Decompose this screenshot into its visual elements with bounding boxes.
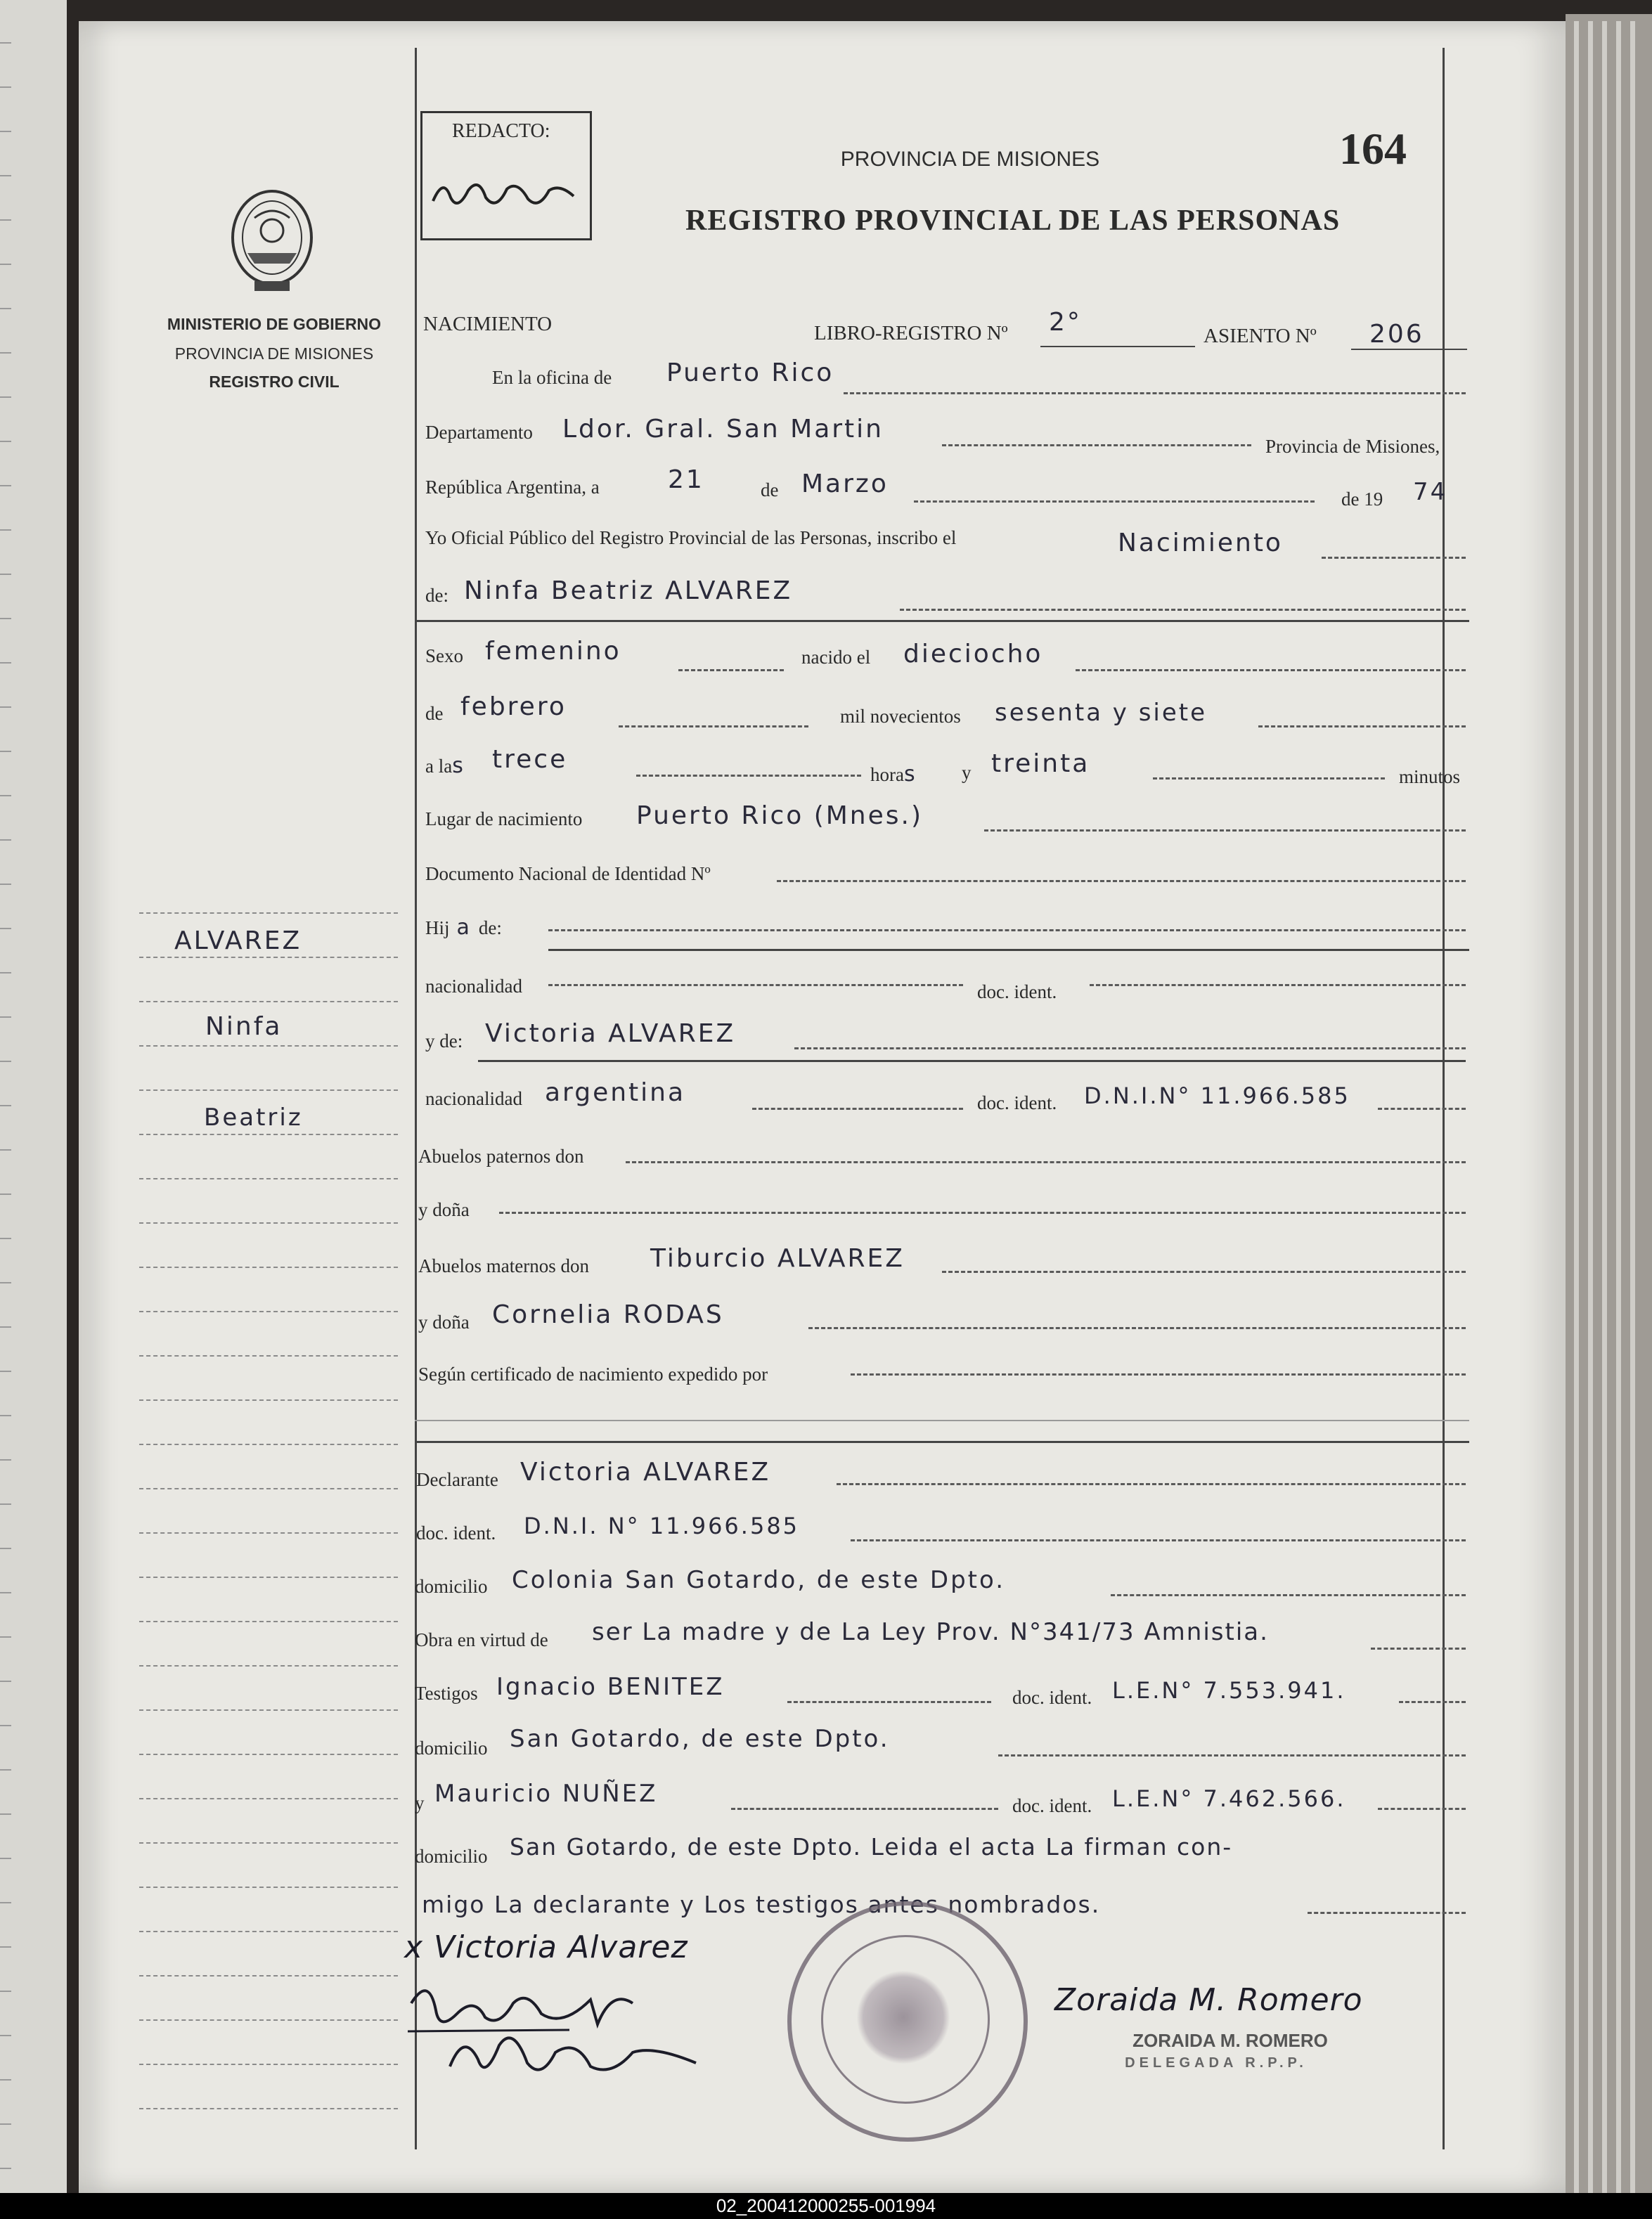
de-febrero-label: de [425, 703, 444, 724]
nacido-mes-value: febrero [460, 692, 567, 721]
margin-ruling-line [139, 1621, 398, 1622]
abuelos-paternos-label: Abuelos paternos don [418, 1146, 584, 1167]
madre-dots [794, 1047, 1466, 1049]
left-page-edge [0, 0, 67, 2207]
libro-value: 2° [1049, 308, 1082, 337]
anio-value: 74 [1413, 478, 1448, 506]
departamento-label: Departamento [425, 422, 533, 443]
abuelo-materno-dots [942, 1271, 1466, 1273]
nacido-label: nacido el [801, 647, 871, 668]
margin-ruling-line [139, 2108, 398, 2109]
declarante-label: Declarante [416, 1469, 498, 1490]
officer-role-stamp: DELEGADA R.P.P. [1125, 2055, 1308, 2071]
left-page-ruling-mark [0, 706, 11, 708]
declarante-doc-dots [851, 1539, 1466, 1541]
mil-novecientos-label: mil novecientos [840, 706, 961, 727]
margin-ruling-line [139, 1399, 398, 1401]
margin-ruling-line [139, 1931, 398, 1932]
y-de-label: y de: [425, 1030, 463, 1052]
left-page-ruling-mark [0, 972, 11, 973]
cierre-value: migo La declarante y Los testigos antes nombrados. [422, 1891, 1101, 1918]
de-mes-label: de [761, 479, 779, 500]
left-page-ruling-mark [0, 618, 11, 619]
left-page-ruling-mark [0, 1858, 11, 1859]
left-page-ruling-mark [0, 308, 11, 309]
obra-value: ser La madre y de La Ley Prov. N°341/73 Amnistia. [592, 1618, 1269, 1646]
left-page-ruling-mark [0, 662, 11, 664]
margin-ruling-line [139, 1178, 398, 1179]
fecha-dots [914, 500, 1315, 503]
oficina-label: En la oficina de [492, 367, 612, 388]
nacido-dia-value: dieciocho [903, 640, 1043, 668]
margin-ruling-line [139, 912, 398, 914]
declarante-domicilio-label: domicilio [415, 1576, 488, 1597]
republica-label: República Argentina, a [425, 477, 600, 498]
left-page-ruling-mark [0, 1548, 11, 1549]
declarante-domicilio-dots [1111, 1594, 1466, 1596]
margin-nombre-2: Beatriz [204, 1104, 303, 1132]
madre-doc-label: doc. ident. [977, 1092, 1057, 1113]
testigo2-dots [731, 1808, 998, 1810]
obra-label: Obra en virtud de [415, 1629, 548, 1650]
segun-label: Según certificado de nacimiento expedido por [418, 1364, 768, 1385]
madre-rule [478, 1060, 1466, 1062]
a-las-label: a las [425, 753, 463, 778]
nombre-value: Ninfa Beatriz ALVAREZ [464, 576, 793, 605]
asiento-value: 206 [1369, 320, 1424, 349]
obra-dots [1371, 1648, 1466, 1650]
margin-ruling-line [139, 1665, 398, 1667]
left-page-ruling-mark [0, 1371, 11, 1372]
margin-ruling-line [139, 1532, 398, 1534]
margin-ruling-line [139, 1887, 398, 1888]
registry-title: REGISTRO PROVINCIAL DE LAS PERSONAS [685, 205, 1341, 237]
segun-dots [851, 1373, 1466, 1376]
left-page-ruling-mark [0, 2079, 11, 2081]
left-page-ruling-mark [0, 131, 11, 132]
officer-handwritten-signature: Zoraida M. Romero [1054, 1982, 1363, 2018]
asiento-label: ASIENTO Nº [1203, 325, 1317, 347]
margin-rule [415, 48, 417, 2149]
acto-dots [1322, 557, 1466, 559]
left-page-ruling-mark [0, 1016, 11, 1018]
right-rule [1443, 48, 1445, 2149]
province-heading: PROVINCIA DE MISIONES [840, 148, 1100, 171]
record-type: NACIMIENTO [423, 313, 553, 335]
de-anio-label: de 19 [1341, 489, 1383, 510]
left-page-ruling-mark [0, 1813, 11, 1815]
left-page-ruling-mark [0, 1902, 11, 1903]
officer-name-stamp: ZORAIDA M. ROMERO [1132, 2030, 1328, 2051]
de-nombre-label: de: [425, 585, 449, 606]
anio-dots [1258, 725, 1466, 727]
nacido-anio-value: sesenta y siete [995, 699, 1208, 727]
left-page-ruling-mark [0, 1282, 11, 1283]
ministry-line-3: REGISTRO CIVIL [209, 373, 340, 391]
declarante-signature: x Victoria Alvarez [404, 1929, 688, 1965]
documento-label: Documento Nacional de Identidad Nº [425, 863, 711, 884]
testigo1-dots [787, 1701, 991, 1703]
testigo2-doc-dots [1378, 1808, 1466, 1810]
padre-doc-dots [1090, 984, 1466, 986]
padre-nacionalidad-label: nacionalidad [425, 976, 522, 997]
left-page-ruling-mark [0, 1991, 11, 1992]
left-page-ruling-mark [0, 1105, 11, 1106]
departamento-dots [942, 444, 1251, 446]
testigo1-domicilio-value: San Gotardo, de este Dpto. [510, 1725, 890, 1753]
left-page-ruling-mark [0, 1193, 11, 1195]
margin-ruling-line [139, 1134, 398, 1135]
left-page-ruling-mark [0, 751, 11, 752]
minutos-value: treinta [991, 749, 1090, 778]
left-page-ruling-mark [0, 2035, 11, 2036]
left-page-ruling-mark [0, 1061, 11, 1062]
left-page-ruling-mark [0, 86, 11, 88]
y-label: y [962, 762, 972, 783]
margin-ruling-line [139, 1577, 398, 1578]
a-las-s: s [452, 753, 463, 778]
mes-dots [619, 725, 808, 727]
minutos-label: minutos [1399, 766, 1461, 787]
redacto-signature [430, 162, 581, 219]
testigo2-doc-value: L.E.N° 7.462.566. [1112, 1785, 1346, 1812]
sexo-label: Sexo [425, 645, 463, 666]
madre-nacionalidad-dots [752, 1108, 963, 1110]
asiento-rule [1351, 349, 1467, 350]
oficina-dots [844, 392, 1466, 394]
declarante-dots [837, 1483, 1466, 1485]
left-page-ruling-mark [0, 1769, 11, 1771]
nacido-dots [1076, 669, 1466, 671]
padre-rule [548, 949, 1469, 951]
redacto-box [420, 111, 592, 240]
hij-label: Hij a de: [425, 915, 502, 940]
margin-ruling-line [139, 1975, 398, 1977]
lugar-value: Puerto Rico (Mnes.) [636, 801, 924, 830]
dia-value: 21 [668, 465, 704, 494]
abuelos-maternos-label: Abuelos maternos don [418, 1255, 589, 1276]
testigo1-domicilio-dots [998, 1754, 1466, 1757]
testigo1-doc-label: doc. ident. [1012, 1687, 1092, 1708]
testigo1-doc-value: L.E.N° 7.553.941. [1112, 1677, 1346, 1704]
madre-doc-dots [1378, 1108, 1466, 1110]
margin-ruling-line [139, 1222, 398, 1224]
left-page-ruling-mark [0, 1725, 11, 1726]
left-page-ruling-mark [0, 2168, 11, 2169]
image-caption: 02_200412000255-001994 [0, 2193, 1652, 2219]
left-page-ruling-mark [0, 352, 11, 354]
left-page-ruling-mark [0, 441, 11, 442]
left-page-ruling-mark [0, 928, 11, 929]
libro-label: LIBRO-REGISTRO Nº [814, 322, 1008, 344]
testigos-label: Testigos [415, 1683, 478, 1704]
left-page-ruling-mark [0, 396, 11, 398]
nombre-dots [900, 609, 1466, 611]
section-rule [415, 1441, 1469, 1443]
margin-ruling-line [139, 1709, 398, 1711]
testigo1-domicilio-label: domicilio [415, 1738, 488, 1759]
y-dona-paterna-label: y doña [418, 1199, 470, 1220]
margin-apellido: ALVAREZ [174, 926, 302, 955]
book-edge [1566, 14, 1652, 2200]
left-page-ruling-mark [0, 884, 11, 885]
lugar-dots [984, 829, 1466, 832]
y-testigo-label: y [415, 1792, 425, 1813]
testigo2-value: Mauricio NUÑEZ [434, 1780, 658, 1808]
left-page-ruling-mark [0, 42, 11, 44]
madre-nacionalidad-label: nacionalidad [425, 1088, 522, 1109]
padre-dots [548, 929, 1466, 931]
left-page-ruling-mark [0, 1459, 11, 1461]
mes-value: Marzo [801, 470, 889, 498]
dona-paterna-dots [499, 1212, 1466, 1214]
left-page-ruling-mark [0, 529, 11, 531]
margin-ruling-line [139, 1311, 398, 1312]
lugar-label: Lugar de nacimiento [425, 808, 583, 829]
left-page-ruling-mark [0, 2123, 11, 2125]
provincia-label: Provincia de Misiones, [1265, 436, 1440, 457]
misiones-coat-of-arms-icon [226, 176, 318, 295]
left-page-ruling-mark [0, 1415, 11, 1416]
margin-ruling-line [139, 1444, 398, 1445]
testigo2-domicilio-label: domicilio [415, 1846, 488, 1867]
left-page-ruling-mark [0, 1238, 11, 1239]
left-page-ruling-mark [0, 1946, 11, 1948]
redacto-label: REDACTO: [452, 120, 550, 142]
departamento-value: Ldor. Gral. San Martin [562, 415, 884, 444]
page-number: 164 [1339, 124, 1407, 174]
hora-dots [636, 775, 861, 777]
yo-oficial-label: Yo Oficial Público del Registro Provincial de las Personas, inscribo el [425, 527, 957, 548]
margin-ruling-line [139, 1001, 398, 1002]
witness-signature-2 [443, 2024, 710, 2088]
abuelo-materno-value: Tiburcio ALVAREZ [650, 1244, 905, 1273]
hora-s: s [903, 762, 915, 787]
sexo-dots [678, 669, 784, 671]
madre-doc-value: D.N.I.N° 11.966.585 [1084, 1082, 1350, 1109]
margin-ruling-line [139, 1045, 398, 1047]
margin-ruling-line [139, 957, 398, 958]
padre-doc-label: doc. ident. [977, 981, 1057, 1002]
segun-rule [415, 1420, 1469, 1421]
cierre-dots [1308, 1912, 1466, 1914]
minutos-dots [1153, 777, 1385, 779]
abuela-materna-dots [808, 1327, 1466, 1329]
margin-ruling-line [139, 1842, 398, 1844]
left-page-ruling-mark [0, 795, 11, 796]
margin-ruling-line [139, 1754, 398, 1755]
y-dona-materna-label: y doña [418, 1312, 470, 1333]
left-page-ruling-mark [0, 574, 11, 575]
margin-ruling-line [139, 1355, 398, 1357]
left-page-ruling-mark [0, 1503, 11, 1505]
registry-seal [787, 1901, 1028, 2142]
acto-value: Nacimiento [1118, 529, 1283, 557]
left-page-ruling-mark [0, 1592, 11, 1593]
left-page-ruling-mark [0, 485, 11, 486]
nombre-rule [415, 620, 1469, 622]
left-page-ruling-mark [0, 264, 11, 265]
testigo2-doc-label: doc. ident. [1012, 1795, 1092, 1816]
declarante-doc-value: D.N.I. N° 11.966.585 [524, 1513, 800, 1539]
margin-ruling-line [139, 1488, 398, 1489]
left-page-ruling-mark [0, 1681, 11, 1682]
margin-ruling-line [139, 2019, 398, 2021]
abuelos-paternos-dots [626, 1161, 1466, 1163]
declarante-doc-label: doc. ident. [416, 1522, 496, 1544]
left-page-ruling-mark [0, 839, 11, 841]
madre-nacionalidad-value: argentina [545, 1078, 686, 1107]
margin-ruling-line [139, 1267, 398, 1268]
hora-label: horas [870, 762, 915, 787]
testigo2-domicilio-value: San Gotardo, de este Dpto. Leida el acta La firman con- [510, 1833, 1233, 1861]
margin-ruling-line [139, 1798, 398, 1799]
margin-ruling-line [139, 2064, 398, 2065]
left-page-ruling-mark [0, 1326, 11, 1328]
padre-nacionalidad-dots [548, 984, 963, 986]
sexo-value: femenino [485, 637, 621, 666]
declarante-value: Victoria ALVAREZ [520, 1458, 771, 1487]
testigo1-doc-dots [1399, 1701, 1466, 1703]
left-page-ruling-mark [0, 1149, 11, 1151]
libro-rule [1040, 346, 1195, 347]
left-page-ruling-mark [0, 175, 11, 176]
hora-value: trece [492, 745, 568, 774]
documento-dots [777, 880, 1466, 882]
abuela-materna-value: Cornelia RODAS [492, 1300, 724, 1329]
left-page-ruling-mark [0, 219, 11, 221]
oficina-value: Puerto Rico [666, 358, 834, 387]
madre-value: Victoria ALVAREZ [485, 1019, 736, 1048]
ministry-line-1: MINISTERIO DE GOBIERNO [167, 315, 382, 333]
margin-nombre-1: Ninfa [205, 1012, 283, 1041]
ministry-line-2: PROVINCIA DE MISIONES [174, 344, 374, 363]
testigo1-value: Ignacio BENITEZ [496, 1673, 725, 1701]
margin-ruling-line [139, 1089, 398, 1091]
hij-suffix: a [456, 915, 472, 940]
left-page-ruling-mark [0, 1636, 11, 1638]
declarante-domicilio-value: Colonia San Gotardo, de este Dpto. [512, 1566, 1005, 1594]
